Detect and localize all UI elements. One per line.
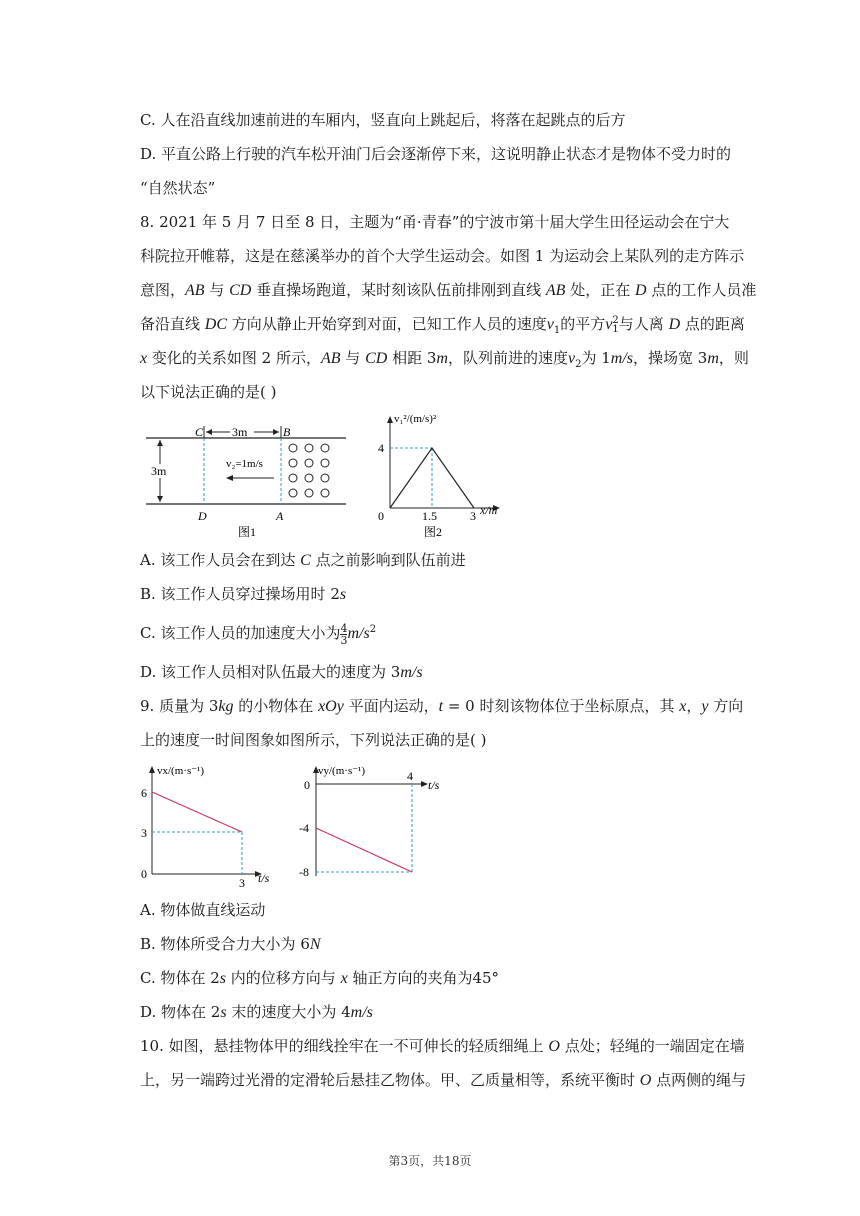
figR-y0: 0 [304,778,310,792]
q8-stem-line1: 8. 2021 年 5 月 7 日至 8 日，主题为“甬·青春”的宁波市第十届大学生田径运动会在宁大 [140,213,730,231]
figR-ym4: -4 [299,821,309,835]
figL-xlabel: t/s [258,871,270,885]
q10-stem-line1: 10. 如图，悬挂物体甲的细线拴牢在一不可伸长的轻质细绳上 O 点处；轻绳的一端固定在墙 [140,1037,745,1055]
fig2-xlabel: x/m [480,503,498,517]
q8-stem-line5: x 变化的关系如图 2 所示，AB 与 CD 相距 3m，队列前进的速度$v_2$为 1m/s，操场宽 3m，则 [140,349,749,370]
q8-stem-line4: 备沿直线 DC 方向从静止开始穿到对面，已知工作人员的速度$v_1$的平方v 2 1 与人离 D 点的距离 [140,315,745,336]
fig2-x3: 3 [470,509,476,523]
fig2-ylabel: v₁²/(m/s)² [394,413,437,425]
q10-stem-line2: 上，另一端跨过光滑的定滑轮后悬挂乙物体。甲、乙质量相等，系统平衡时 O 点两侧的绳与 [140,1071,747,1089]
q7-option-d-line1: D. 平直公路上行驶的汽车松开油门后会逐渐停下来，这说明静止状态才是物体不受力时的 [140,145,732,163]
fig2-x15: 1.5 [422,509,437,523]
q9-option-a: A. 物体做直线运动 [140,901,266,919]
figL-x3: 3 [239,876,245,890]
figL-ylabel: vx/(m·s⁻¹) [157,765,204,777]
fig1-velocity-label: v₂=1m/s [226,458,263,470]
q9-stem-line1: 9. 质量为 3kg 的小物体在 xOy 平面内运动，t = 0 时刻该物体位于坐标原点，其 x，y 方向 [140,697,744,715]
q9-stem-line2: 上的速度一时间图象如图所示，下列说法正确的是( ) [140,731,487,749]
fig1-label-b: B [283,425,291,439]
fig2-caption: 图2 [424,525,443,539]
figR-ylabel: vy/(m·s⁻¹) [318,765,365,777]
vx-line [152,792,242,832]
q8-option-a: A. 该工作人员会在到达 C 点之前影响到队伍前进 [140,551,466,569]
q8-option-d: D. 该工作人员相对队伍最大的速度为 3m/s [140,663,423,681]
fig2-origin: 0 [378,509,384,523]
figL-y6: 6 [141,786,147,800]
marchers [289,444,329,497]
q8-stem-line6: 以下说法正确的是( ) [140,383,277,401]
figure-2-v-squared-graph [370,408,520,540]
figL-origin: 0 [141,867,147,881]
fig1-label-d: D [198,509,207,523]
figure-vx-t-graph [140,760,285,890]
q7-option-c: C. 人在沿直线加速前进的车厢内，竖直向上跳起后，将落在起跳点的后方 [140,111,626,129]
fig1-label-a: A [276,509,284,523]
fig1-label-c: C [195,425,204,439]
q8-option-b: B. 该工作人员穿过操场用时 2s [140,585,347,603]
figure-1-marching-diagram [140,418,355,540]
q9-option-b: B. 物体所受合力大小为 6N [140,935,321,953]
figR-x4: 4 [407,769,413,783]
fig1-caption: 图1 [238,525,257,539]
figure-vy-t-graph [296,760,456,890]
fig2-y4: 4 [378,441,384,455]
q8-option-c: C. 该工作人员的加速度大小为 $\frac{4}{3}$ $m/s^2$ [140,621,377,647]
q8-stem-line2: 科院拉开帷幕，这是在慈溪举办的首个大学生运动会。如图 1 为运动会上某队列的走方阵示 [140,247,745,265]
fig1-dist-label: 3m [151,464,167,478]
q9-option-c: C. 物体在 2s 内的位移方向与 x 轴正方向的夹角为45° [140,969,500,987]
vy-line [316,828,412,872]
fig1-width-label: 3m [232,425,248,439]
figR-ym8: -8 [299,865,309,879]
q7-option-d-line2: “自然状态” [140,179,216,197]
q8-stem-line3: 意图，AB 与 CD 垂直操场跑道，某时刻该队伍前排刚到直线 AB 处，正在 D 点的工作人员准 [140,281,757,299]
figL-y3: 3 [141,826,147,840]
q9-option-d: D. 物体在 2s 末的速度大小为 4m/s [140,1003,373,1021]
figR-xlabel: t/s [428,778,440,792]
page-footer: 第3页，共18页 [388,1154,472,1168]
